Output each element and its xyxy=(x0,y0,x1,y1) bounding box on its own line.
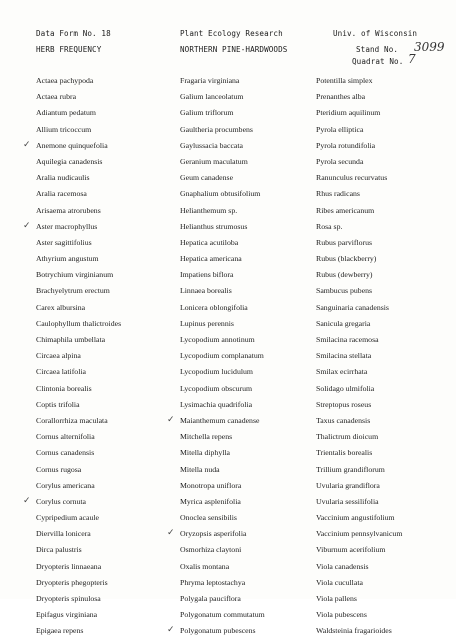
species-name: Athyrium angustum xyxy=(36,254,99,264)
species-item xyxy=(180,170,265,186)
species-name: Osmorhiza claytoni xyxy=(180,545,242,555)
species-item xyxy=(36,510,121,526)
species-item xyxy=(23,494,121,510)
species-item xyxy=(316,219,402,235)
species-name: Epigaea repens xyxy=(36,626,84,636)
species-item xyxy=(36,591,121,607)
species-item xyxy=(36,462,121,478)
species-item xyxy=(36,623,121,639)
species-item xyxy=(316,154,402,170)
species-item xyxy=(36,364,121,380)
species-item xyxy=(36,203,121,219)
species-name: Smilacina stellata xyxy=(316,351,372,361)
species-name: Aster macrophyllus xyxy=(36,221,98,231)
species-name: Pyrola rotundifolia xyxy=(316,140,376,150)
species-item xyxy=(36,235,121,251)
species-item xyxy=(36,397,121,413)
species-name: Onoclea sensibilis xyxy=(180,513,237,523)
species-item xyxy=(23,219,121,235)
species-name: Arisaema atrorubens xyxy=(36,205,101,215)
species-item xyxy=(316,445,402,461)
species-item xyxy=(180,494,265,510)
species-name: Aralia nudicaulis xyxy=(36,173,90,183)
species-item xyxy=(180,235,265,251)
species-name: Sanicula gregaria xyxy=(316,318,371,328)
species-name: Corylus cornuta xyxy=(36,496,87,506)
species-item xyxy=(36,332,121,348)
species-item xyxy=(316,316,402,332)
species-item xyxy=(180,186,265,202)
species-name: Phryma leptostachya xyxy=(180,577,246,587)
species-name: Linnaea borealis xyxy=(180,286,232,296)
species-item xyxy=(180,283,265,299)
species-item xyxy=(36,154,121,170)
species-item xyxy=(36,559,121,575)
species-item xyxy=(180,89,265,105)
species-name: Brachyelytrum erectum xyxy=(36,286,110,296)
species-item xyxy=(316,73,402,89)
species-name: Carex albursina xyxy=(36,302,86,312)
species-item xyxy=(36,526,121,542)
species-name: Taxus canadensis xyxy=(316,415,371,425)
species-name: Helianthus strumosus xyxy=(180,221,248,231)
community-title: NORTHERN PINE-HARDWOODS xyxy=(180,45,288,54)
species-item xyxy=(316,122,402,138)
species-name: Thalictrum dioicum xyxy=(316,432,379,442)
species-name: Anemone quinquefolia xyxy=(36,140,108,150)
species-name: Potentilla simplex xyxy=(316,76,373,85)
species-item xyxy=(180,203,265,219)
species-item xyxy=(180,542,265,558)
species-name: Dirca palustris xyxy=(36,545,82,555)
university: Univ. of Wisconsin xyxy=(333,29,418,38)
check-mark-icon: ✓ xyxy=(167,414,175,425)
species-item xyxy=(36,105,121,121)
species-name: Polygonatum commutatum xyxy=(180,610,265,620)
species-name: Galium lanceolatum xyxy=(180,92,244,102)
quadrat-label: Quadrat No. xyxy=(352,57,404,66)
species-name: Rosa sp. xyxy=(316,221,343,231)
species-name: Trientalis borealis xyxy=(316,448,373,458)
species-item xyxy=(180,267,265,283)
species-item xyxy=(316,267,402,283)
species-item xyxy=(316,89,402,105)
species-name: Pteridium aquilinum xyxy=(316,108,381,118)
species-item xyxy=(316,559,402,575)
species-name: Actaea pachypoda xyxy=(36,76,94,85)
species-item xyxy=(180,332,265,348)
species-name: Dryopteris phegopteris xyxy=(36,577,108,587)
species-item xyxy=(180,591,265,607)
species-item xyxy=(316,413,402,429)
species-name: Solidago ulmifolia xyxy=(316,383,375,393)
species-item xyxy=(180,300,265,316)
species-name: Sambucus pubens xyxy=(316,286,373,296)
species-item xyxy=(36,445,121,461)
species-item xyxy=(36,607,121,623)
species-name: Botrychium virginianum xyxy=(36,270,114,280)
species-name: Pyrola elliptica xyxy=(316,124,364,134)
species-name: Vaccinium angustifolium xyxy=(316,513,395,523)
species-item xyxy=(316,186,402,202)
species-name: Lycopodium lucidulum xyxy=(180,367,253,377)
species-name: Chimaphila umbellata xyxy=(36,335,106,344)
species-name: Helianthemum sp. xyxy=(180,205,238,215)
species-item xyxy=(36,122,121,138)
species-name: Uvularia grandiflora xyxy=(316,480,380,490)
species-item xyxy=(180,445,265,461)
section-title: HERB FREQUENCY xyxy=(36,45,102,54)
species-name: Myrica asplenifolia xyxy=(180,496,241,506)
species-name: Smilax ecirrhata xyxy=(316,367,368,377)
species-name: Cypripedium acaule xyxy=(36,513,100,523)
species-item xyxy=(23,138,121,154)
species-item xyxy=(316,462,402,478)
species-item xyxy=(36,348,121,364)
species-item xyxy=(180,122,265,138)
check-mark-icon: ✓ xyxy=(167,625,175,636)
species-item xyxy=(180,73,265,89)
species-name: Actaea rubra xyxy=(36,92,77,102)
species-name: Streptopus roseus xyxy=(316,399,372,409)
species-name: Allium tricoccum xyxy=(36,124,92,134)
species-item xyxy=(180,154,265,170)
species-column-3 xyxy=(316,73,402,640)
species-name: Oxalis montana xyxy=(180,561,230,571)
species-name: Coptis trifolia xyxy=(36,399,80,409)
species-item xyxy=(180,397,265,413)
check-mark-icon: ✓ xyxy=(23,495,31,506)
species-name: Gaylussacia baccata xyxy=(180,140,243,150)
species-item xyxy=(36,170,121,186)
species-item xyxy=(36,413,121,429)
species-name: Mitella diphylla xyxy=(180,448,231,458)
species-name: Gaultheria procumbens xyxy=(180,124,253,134)
stand-label: Stand No. xyxy=(356,45,399,54)
species-name: Pyrola secunda xyxy=(316,156,364,166)
species-item xyxy=(36,73,121,89)
species-name: Circaea latifolia xyxy=(36,367,87,377)
species-item xyxy=(36,251,121,267)
species-item xyxy=(36,381,121,397)
species-item xyxy=(316,575,402,591)
species-name: Rubus (blackberry) xyxy=(316,254,377,264)
species-name: Geum canadense xyxy=(180,173,234,183)
species-name: Corallorrhiza maculata xyxy=(36,415,108,425)
species-item xyxy=(316,510,402,526)
species-item xyxy=(180,219,265,235)
species-item xyxy=(316,170,402,186)
species-item xyxy=(167,623,265,639)
species-column-2 xyxy=(167,73,265,640)
species-name: Cornus alternifolia xyxy=(36,432,95,442)
check-mark-icon: ✓ xyxy=(23,139,31,150)
species-item xyxy=(167,526,265,542)
species-name: Lycopodium complanatum xyxy=(180,351,264,361)
species-item xyxy=(180,138,265,154)
species-name: Diervilla lonicera xyxy=(36,529,91,539)
species-item xyxy=(316,283,402,299)
species-item xyxy=(316,526,402,542)
species-name: Viola pubescens xyxy=(316,610,367,620)
species-name: Lycopodium annotinum xyxy=(180,335,255,344)
species-name: Clintonia borealis xyxy=(36,383,92,393)
species-item xyxy=(316,607,402,623)
species-item xyxy=(316,364,402,380)
species-item xyxy=(180,462,265,478)
species-item xyxy=(180,607,265,623)
species-item xyxy=(316,478,402,494)
species-name: Epifagus virginiana xyxy=(36,610,98,620)
species-name: Rubus parviflorus xyxy=(316,237,373,247)
species-item xyxy=(36,89,121,105)
species-name: Aquilegia canadensis xyxy=(36,156,103,166)
species-name: Hepatica acutiloba xyxy=(180,237,239,247)
species-name: Viola cucullata xyxy=(316,577,363,587)
species-name: Maianthemum canadense xyxy=(180,415,260,425)
species-item xyxy=(36,478,121,494)
species-item xyxy=(316,623,402,639)
species-item xyxy=(316,332,402,348)
species-item xyxy=(180,316,265,332)
species-item xyxy=(36,429,121,445)
species-item xyxy=(180,364,265,380)
species-name: Prenanthes alba xyxy=(316,92,366,102)
species-name: Circaea alpina xyxy=(36,351,81,361)
species-column-1 xyxy=(23,73,122,640)
species-name: Ribes americanum xyxy=(316,205,375,215)
species-name: Adiantum pedatum xyxy=(36,108,96,118)
species-name: Geranium maculatum xyxy=(180,156,248,166)
species-item xyxy=(316,203,402,219)
species-name: Lycopodium obscurum xyxy=(180,383,253,393)
species-item xyxy=(316,429,402,445)
species-name: Aralia racemosa xyxy=(36,189,87,199)
species-item xyxy=(180,575,265,591)
species-name: Cornus canadensis xyxy=(36,448,95,458)
species-name: Fragaria virginiana xyxy=(180,76,240,85)
check-mark-icon: ✓ xyxy=(167,528,175,539)
species-name: Mitella nuda xyxy=(180,464,220,474)
species-name: Uvularia sessilifolia xyxy=(316,496,379,506)
species-name: Lysimachia quadrifolia xyxy=(180,399,253,409)
species-name: Cornus rugosa xyxy=(36,464,82,474)
species-name: Polygala pauciflora xyxy=(180,594,241,603)
species-item xyxy=(36,283,121,299)
species-item xyxy=(316,105,402,121)
species-name: Rubus (dewberry) xyxy=(316,270,373,280)
species-name: Monotropa uniflora xyxy=(180,480,242,490)
species-item xyxy=(167,413,265,429)
species-name: Gnaphalium obtusifolium xyxy=(180,189,261,199)
check-mark-icon: ✓ xyxy=(23,220,31,231)
organization: Plant Ecology Research xyxy=(180,29,283,38)
species-item xyxy=(36,300,121,316)
species-item xyxy=(180,105,265,121)
species-name: Hepatica americana xyxy=(180,254,242,264)
quadrat-number: 7 xyxy=(408,52,416,66)
species-item xyxy=(180,348,265,364)
species-name: Smilacina racemosa xyxy=(316,335,379,344)
species-item xyxy=(316,381,402,397)
species-name: Corylus americana xyxy=(36,480,95,490)
species-name: Vaccinium pennsylvanicum xyxy=(316,529,403,539)
species-item xyxy=(180,510,265,526)
species-name: Caulophyllum thalictroides xyxy=(36,318,122,328)
species-name: Impatiens biflora xyxy=(180,270,234,280)
species-name: Waldsteinia fragarioides xyxy=(316,626,392,636)
species-name: Lonicera oblongifolia xyxy=(180,302,248,312)
species-item xyxy=(36,186,121,202)
species-name: Ranunculus recurvatus xyxy=(316,173,388,183)
species-item xyxy=(316,542,402,558)
species-name: Lupinus perennis xyxy=(180,318,234,328)
species-name: Oryzopsis asperifolia xyxy=(180,529,247,539)
species-item xyxy=(316,300,402,316)
species-name: Mitchella repens xyxy=(180,432,233,442)
species-item xyxy=(316,591,402,607)
species-name: Dryopteris linnaeana xyxy=(36,561,102,571)
species-name: Dryopteris spinulosa xyxy=(36,594,101,603)
species-name: Viburnum acerifolium xyxy=(316,545,386,555)
species-item xyxy=(316,494,402,510)
species-item xyxy=(316,397,402,413)
species-item xyxy=(316,138,402,154)
species-item xyxy=(180,478,265,494)
form-number: Data Form No. 18 xyxy=(36,29,111,38)
species-item xyxy=(36,542,121,558)
species-item xyxy=(180,429,265,445)
species-item xyxy=(180,381,265,397)
species-name: Viola pallens xyxy=(316,594,357,603)
species-name: Viola canadensis xyxy=(316,561,369,571)
species-item xyxy=(36,316,121,332)
species-name: Sanguinaria canadensis xyxy=(316,302,389,312)
species-item xyxy=(180,559,265,575)
species-item xyxy=(316,251,402,267)
species-name: Polygonatum pubescens xyxy=(180,626,256,636)
species-item xyxy=(180,251,265,267)
species-item xyxy=(36,267,121,283)
species-name: Aster sagittifolius xyxy=(36,237,92,247)
species-name: Rhus radicans xyxy=(316,189,360,199)
stand-number: 3099 xyxy=(414,40,445,54)
species-item xyxy=(36,575,121,591)
species-item xyxy=(316,235,402,251)
species-name: Trillium grandiflorum xyxy=(316,464,385,474)
species-item xyxy=(316,348,402,364)
species-name: Galium triflorum xyxy=(180,108,234,118)
